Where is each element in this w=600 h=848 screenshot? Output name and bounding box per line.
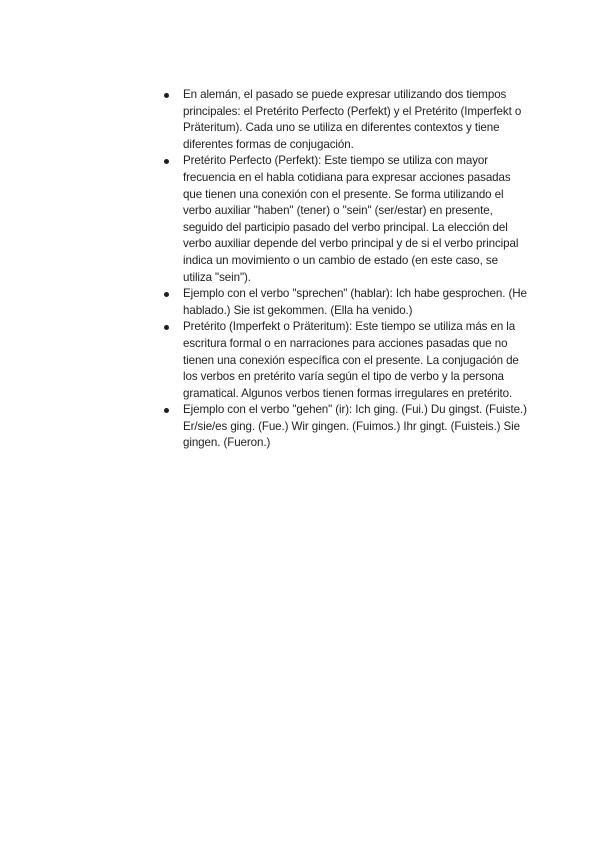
bullet-text: Pretérito Perfecto (Perfekt): Este tiempo se utiliza con mayor frecuencia en el habla cotidiana para expresar acciones pasadas que tienen una conexión con el presente. Se forma utilizando el verbo auxiliar "haben" (tener) o "sein" (ser/estar) en presente, seguido del participio pasado del verbo principal. La elección del verbo auxiliar depende del verbo principal y de si el verbo principal indica un movimiento o un cambio de estado (en este caso, se utiliza "sein"). [183, 154, 519, 284]
bullet-item [164, 87, 528, 153]
bullet-item [164, 402, 528, 452]
bullet-dot-icon [164, 93, 169, 98]
bullet-dot-icon [164, 408, 169, 413]
bullet-dot-icon [164, 159, 169, 164]
bullet-text: En alemán, el pasado se puede expresar utilizando dos tiempos principales: el Pretérito Perfecto (Perfekt) y el Pretérito (Imperfekt o Präteritum). Cada uno se utiliza en diferentes contextos y tiene diferentes formas de conjugación. [183, 88, 522, 151]
bullet-dot-icon [164, 292, 169, 297]
bullet-dot-icon [164, 325, 169, 330]
bullet-item [164, 153, 528, 286]
bullet-text: Pretérito (Imperfekt o Präteritum): Este tiempo se utiliza más en la escritura formal o en narraciones para acciones pasadas que no tienen una conexión específica con el presente. La conjugación de los verbos en pretérito varía según el tipo de verbo y la persona gramatical. Algunos verbos tienen formas irregulares en pretérito. [183, 320, 519, 400]
bullet-text: Ejemplo con el verbo "sprechen" (hablar): Ich habe gesprochen. (He hablado.) Sie ist gekommen. (Ella ha venido.) [183, 287, 527, 317]
bullet-item [164, 286, 528, 319]
bullet-text: Ejemplo con el verbo "gehen" (ir): Ich ging. (Fui.) Du gingst. (Fuiste.) Er/sie/es ging. (Fue.) Wir gingen. (Fuimos.) Ihr gingt. (Fuisteis.) Sie gingen. (Fueron.) [183, 403, 527, 450]
bullet-item [164, 319, 528, 402]
bullet-list [164, 87, 528, 452]
